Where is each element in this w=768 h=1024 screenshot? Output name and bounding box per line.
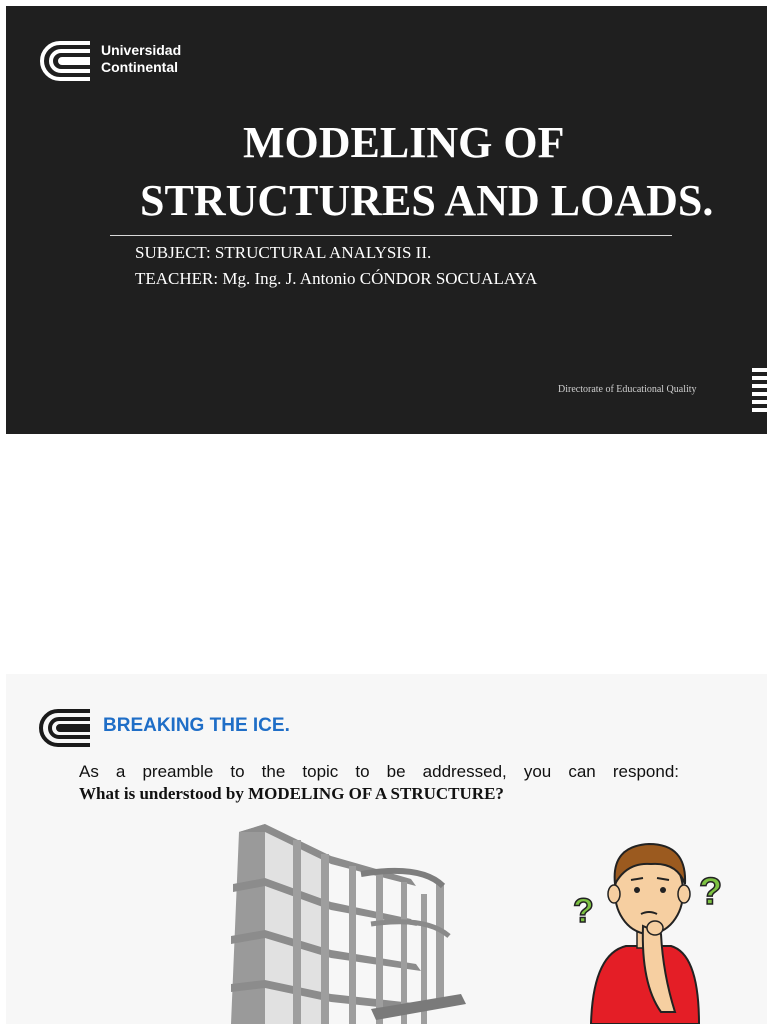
divider bbox=[110, 235, 672, 236]
directorate-footer: Directorate of Educational Quality bbox=[558, 384, 697, 395]
title-slide bbox=[6, 6, 767, 434]
stripes-decoration bbox=[752, 368, 767, 412]
preamble-text: As a preamble to the topic to be addressed, you can respond: bbox=[79, 762, 679, 781]
breaking-ice-slide bbox=[6, 674, 767, 1024]
university-logo-icon bbox=[40, 40, 94, 82]
slide-title-line-1: MODELING OF bbox=[243, 118, 565, 167]
svg-text:?: ? bbox=[573, 892, 594, 930]
university-logo-icon bbox=[38, 708, 92, 748]
brand-name bbox=[101, 42, 181, 76]
building-frame-illustration bbox=[221, 824, 481, 1024]
teacher-text: TEACHER: Mg. Ing. J. Antonio CÓNDOR SOCUALAYA bbox=[135, 269, 538, 288]
brand-line-1: Universidad bbox=[101, 42, 182, 58]
thinking-boy-illustration bbox=[571, 834, 731, 1024]
question-text: What is understood by MODELING OF A STRUCTURE? bbox=[79, 784, 504, 803]
brand-line-2: Continental bbox=[101, 59, 178, 75]
subject-text: SUBJECT: STRUCTURAL ANALYSIS II. bbox=[135, 243, 432, 262]
slide-title-line-2: STRUCTURES AND LOADS. bbox=[140, 176, 714, 225]
svg-text:?: ? bbox=[699, 871, 723, 913]
section-title: BREAKING THE ICE. bbox=[103, 715, 290, 736]
